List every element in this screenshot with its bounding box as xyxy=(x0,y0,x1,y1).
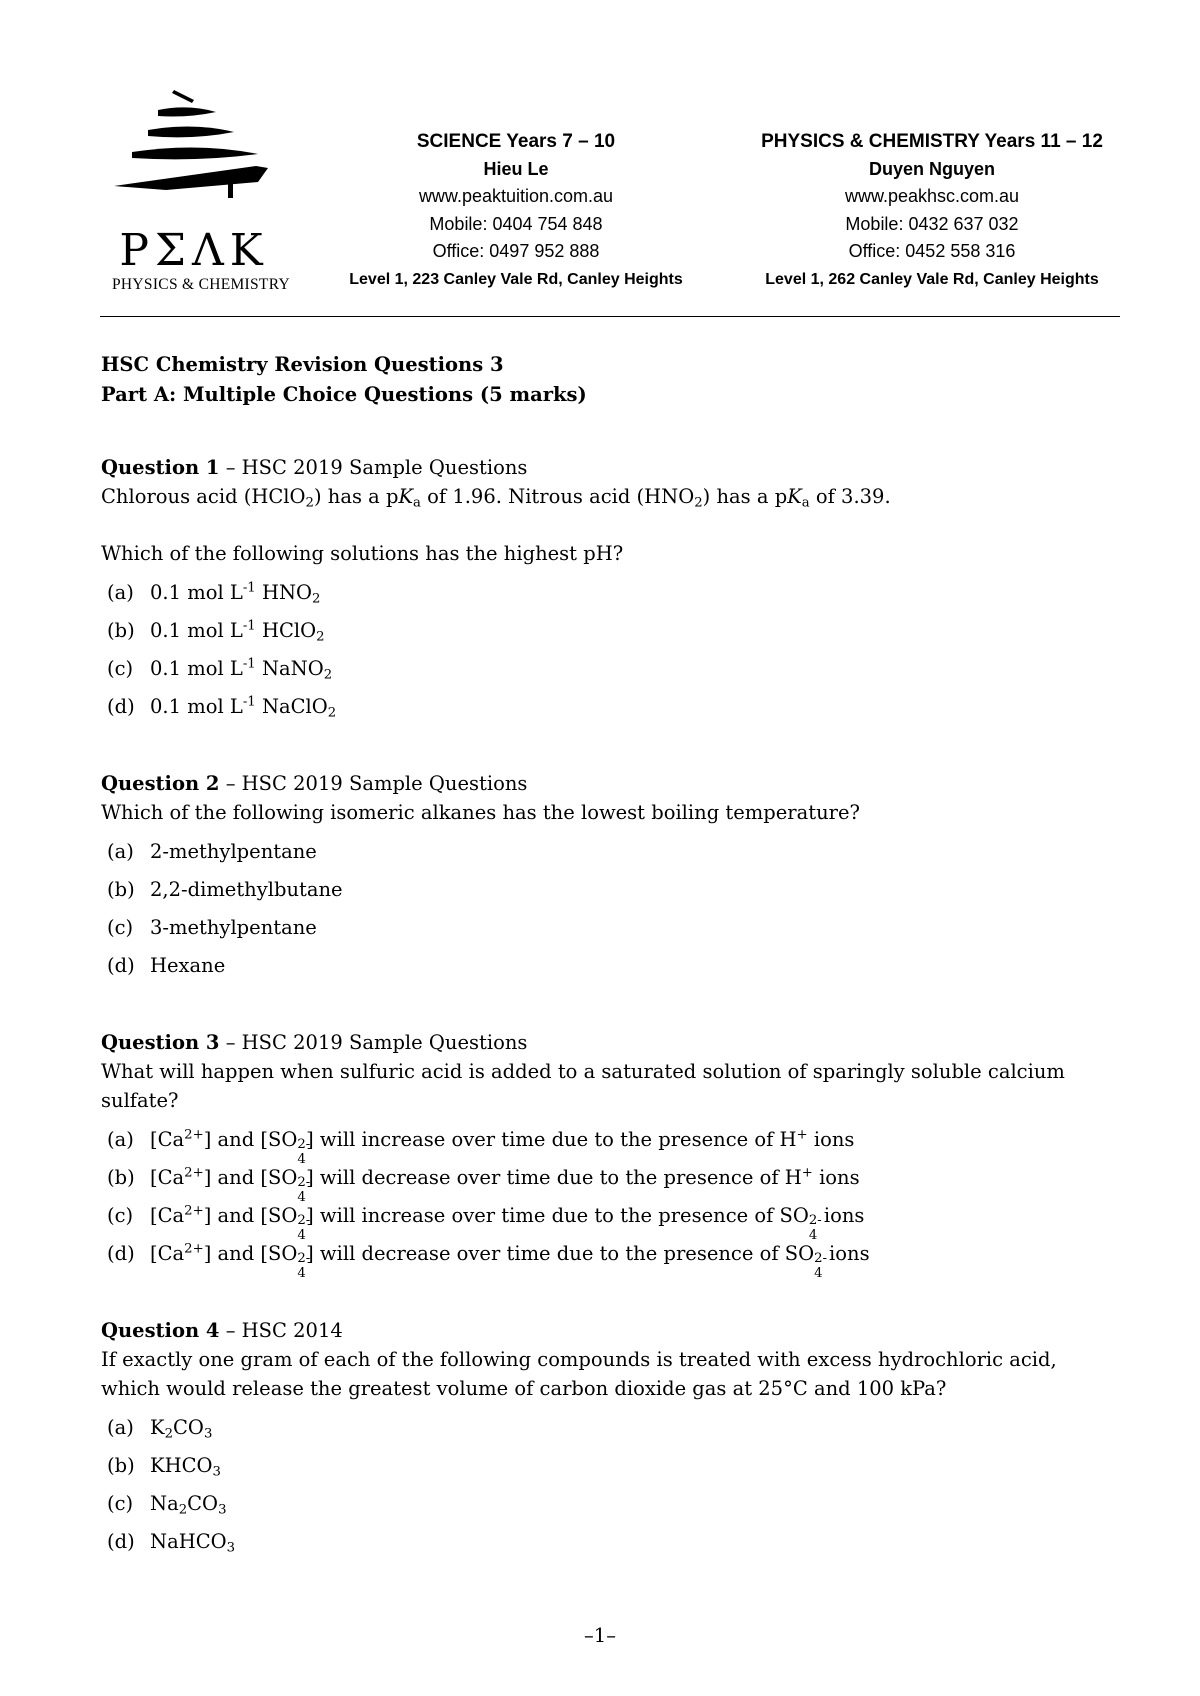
contact-website-link[interactable]: www.peaktuition.com.au xyxy=(418,186,614,206)
question-text: Chlorous acid (HClO$_2$) has a $pK_a$ of 1.96. Nitrous acid $(HNO_2)$ has a $pK_a$ of 3.39. xyxy=(101,485,891,511)
page-number: –1– xyxy=(584,1624,616,1647)
option-label: (c) xyxy=(107,916,134,939)
question-label: Question 2 xyxy=(101,772,220,795)
option-label: (a) xyxy=(107,1416,134,1439)
option-a[interactable] xyxy=(101,833,1121,871)
question-header xyxy=(101,1028,1121,1057)
question-3 xyxy=(101,1028,1121,1281)
option-list xyxy=(101,833,1121,985)
question-label: Question 4 xyxy=(101,1319,220,1342)
contact-mobile: Mobile: 0404 754 848 xyxy=(429,213,603,234)
question-text: What will happen when sulfuric acid is added to a saturated solution of sparingly soluble calcium sulfate? xyxy=(101,1060,1065,1112)
option-label: (b) xyxy=(107,1166,135,1189)
question-prompt: Which of the following solutions has the highest pH? xyxy=(101,542,624,565)
contact-heading: PHYSICS & CHEMISTRY Years 11 – 12 xyxy=(761,131,1103,152)
logo-wordmark: PΣΛΚ xyxy=(119,225,269,276)
option-b[interactable]: (b) 0.1 mol $L^{-1}$ HClO$_2$ xyxy=(101,612,1121,650)
option-list xyxy=(101,1121,1121,1281)
option-label: (d) xyxy=(107,1530,135,1553)
option-c[interactable]: (c) $[Ca^{2+}]$ and [SO 2- 4 ] will increase over time due to the presence of SO 2- 4 ions xyxy=(101,1197,1121,1235)
option-list xyxy=(101,1409,1121,1561)
header-divider xyxy=(100,316,1120,317)
option-list xyxy=(101,574,1121,726)
question-1 xyxy=(101,453,1121,726)
option-b[interactable]: (b) $KHCO_3$ xyxy=(101,1447,1121,1485)
pka-value: 1.96 xyxy=(452,485,496,508)
option-d[interactable]: (d) $[Ca^{2+}]$ and [SO 2- 4 ] will decrease over time due to the presence of SO 2- 4 ions xyxy=(101,1235,1121,1273)
contact-heading: SCIENCE Years 7 – 10 xyxy=(416,131,616,152)
option-d[interactable]: (d) NaHCO$_3$ xyxy=(101,1523,1121,1561)
document-body xyxy=(101,350,1121,1561)
option-label: (b) xyxy=(107,619,135,642)
option-c[interactable]: (c) $Na_2CO_3$ xyxy=(101,1485,1121,1523)
option-b[interactable] xyxy=(101,871,1121,909)
question-label: Question 1 xyxy=(101,456,220,479)
pka-value: 3.39 xyxy=(841,485,885,508)
question-label: Question 3 xyxy=(101,1031,220,1054)
contact-address: Level 1, 223 Canley Vale Rd, Canley Heights xyxy=(349,270,683,288)
logo-subtitle: PHYSICS & CHEMISTRY xyxy=(112,276,290,293)
option-c[interactable]: (c) 0.1 mol $L^{-1}$ NaNO$_2$ xyxy=(101,650,1121,688)
option-label: (c) xyxy=(107,1204,134,1227)
question-text: If exactly one gram of each of the following compounds is treated with excess hydrochloric acid, which would release the greatest volume of carbon dioxide gas at 25°C and 100 kPa? xyxy=(101,1348,1057,1400)
option-label: (c) xyxy=(107,657,134,680)
question-source: – HSC 2019 Sample Questions xyxy=(225,772,528,795)
contact-office: Office: 0497 952 888 xyxy=(432,241,600,261)
contact-office: Office: 0452 558 316 xyxy=(848,241,1016,261)
option-label: (d) xyxy=(107,1242,135,1265)
question-source: – HSC 2014 xyxy=(225,1319,343,1342)
question-source: – HSC 2019 Sample Questions xyxy=(225,456,528,479)
option-label: (b) xyxy=(107,1454,135,1477)
question-4 xyxy=(101,1316,1121,1561)
option-c[interactable] xyxy=(101,909,1121,947)
option-text: 2-methylpentane xyxy=(150,840,317,863)
option-label: (d) xyxy=(107,954,135,977)
option-label: (a) xyxy=(107,1128,134,1151)
option-text: Hexane xyxy=(150,954,226,977)
option-label: (c) xyxy=(107,1492,134,1515)
contact-block-physics-chemistry xyxy=(752,128,1112,293)
document-subtitle: Part A: Multiple Choice Questions (5 marks) xyxy=(101,383,587,406)
option-label: (b) xyxy=(107,878,135,901)
option-b[interactable]: (b) $[Ca^{2+}]$ and [SO 2- 4 ] will decrease over time due to the presence of H+ ions xyxy=(101,1159,1121,1197)
contact-mobile: Mobile: 0432 637 032 xyxy=(845,213,1019,234)
option-label: (a) xyxy=(107,840,134,863)
question-header xyxy=(101,1316,1121,1345)
question-header xyxy=(101,769,1121,798)
contact-name: Hieu Le xyxy=(483,158,549,179)
option-label: (d) xyxy=(107,695,135,718)
option-a[interactable]: (a) $[Ca^{2+}]$ and [SO 2- 4 ] will increase over time due to the presence of H+ ions xyxy=(101,1121,1121,1159)
contact-address: Level 1, 262 Canley Vale Rd, Canley Heights xyxy=(765,270,1099,288)
question-header xyxy=(101,453,1121,482)
option-d[interactable] xyxy=(101,947,1121,985)
contact-block-science xyxy=(336,128,696,293)
option-text: 2,2-dimethylbutane xyxy=(150,878,343,901)
question-2 xyxy=(101,769,1121,985)
option-a[interactable]: (a) 0.1 mol $L^{-1}$ $HNO_2$ xyxy=(101,574,1121,612)
question-text: Which of the following isomeric alkanes has the lowest boiling temperature? xyxy=(101,801,860,824)
option-a[interactable]: (a) $K_2CO_3$ xyxy=(101,1409,1121,1447)
option-d[interactable]: (d) 0.1 mol $L^{-1}$ NaClO$_2$ xyxy=(101,688,1121,726)
document-title: HSC Chemistry Revision Questions 3 xyxy=(101,353,504,376)
contact-name: Duyen Nguyen xyxy=(868,158,996,179)
option-label: (a) xyxy=(107,581,134,604)
option-text: 3-methylpentane xyxy=(150,916,317,939)
contact-website-link[interactable]: www.peakhsc.com.au xyxy=(844,186,1020,206)
question-source: – HSC 2019 Sample Questions xyxy=(225,1031,528,1054)
